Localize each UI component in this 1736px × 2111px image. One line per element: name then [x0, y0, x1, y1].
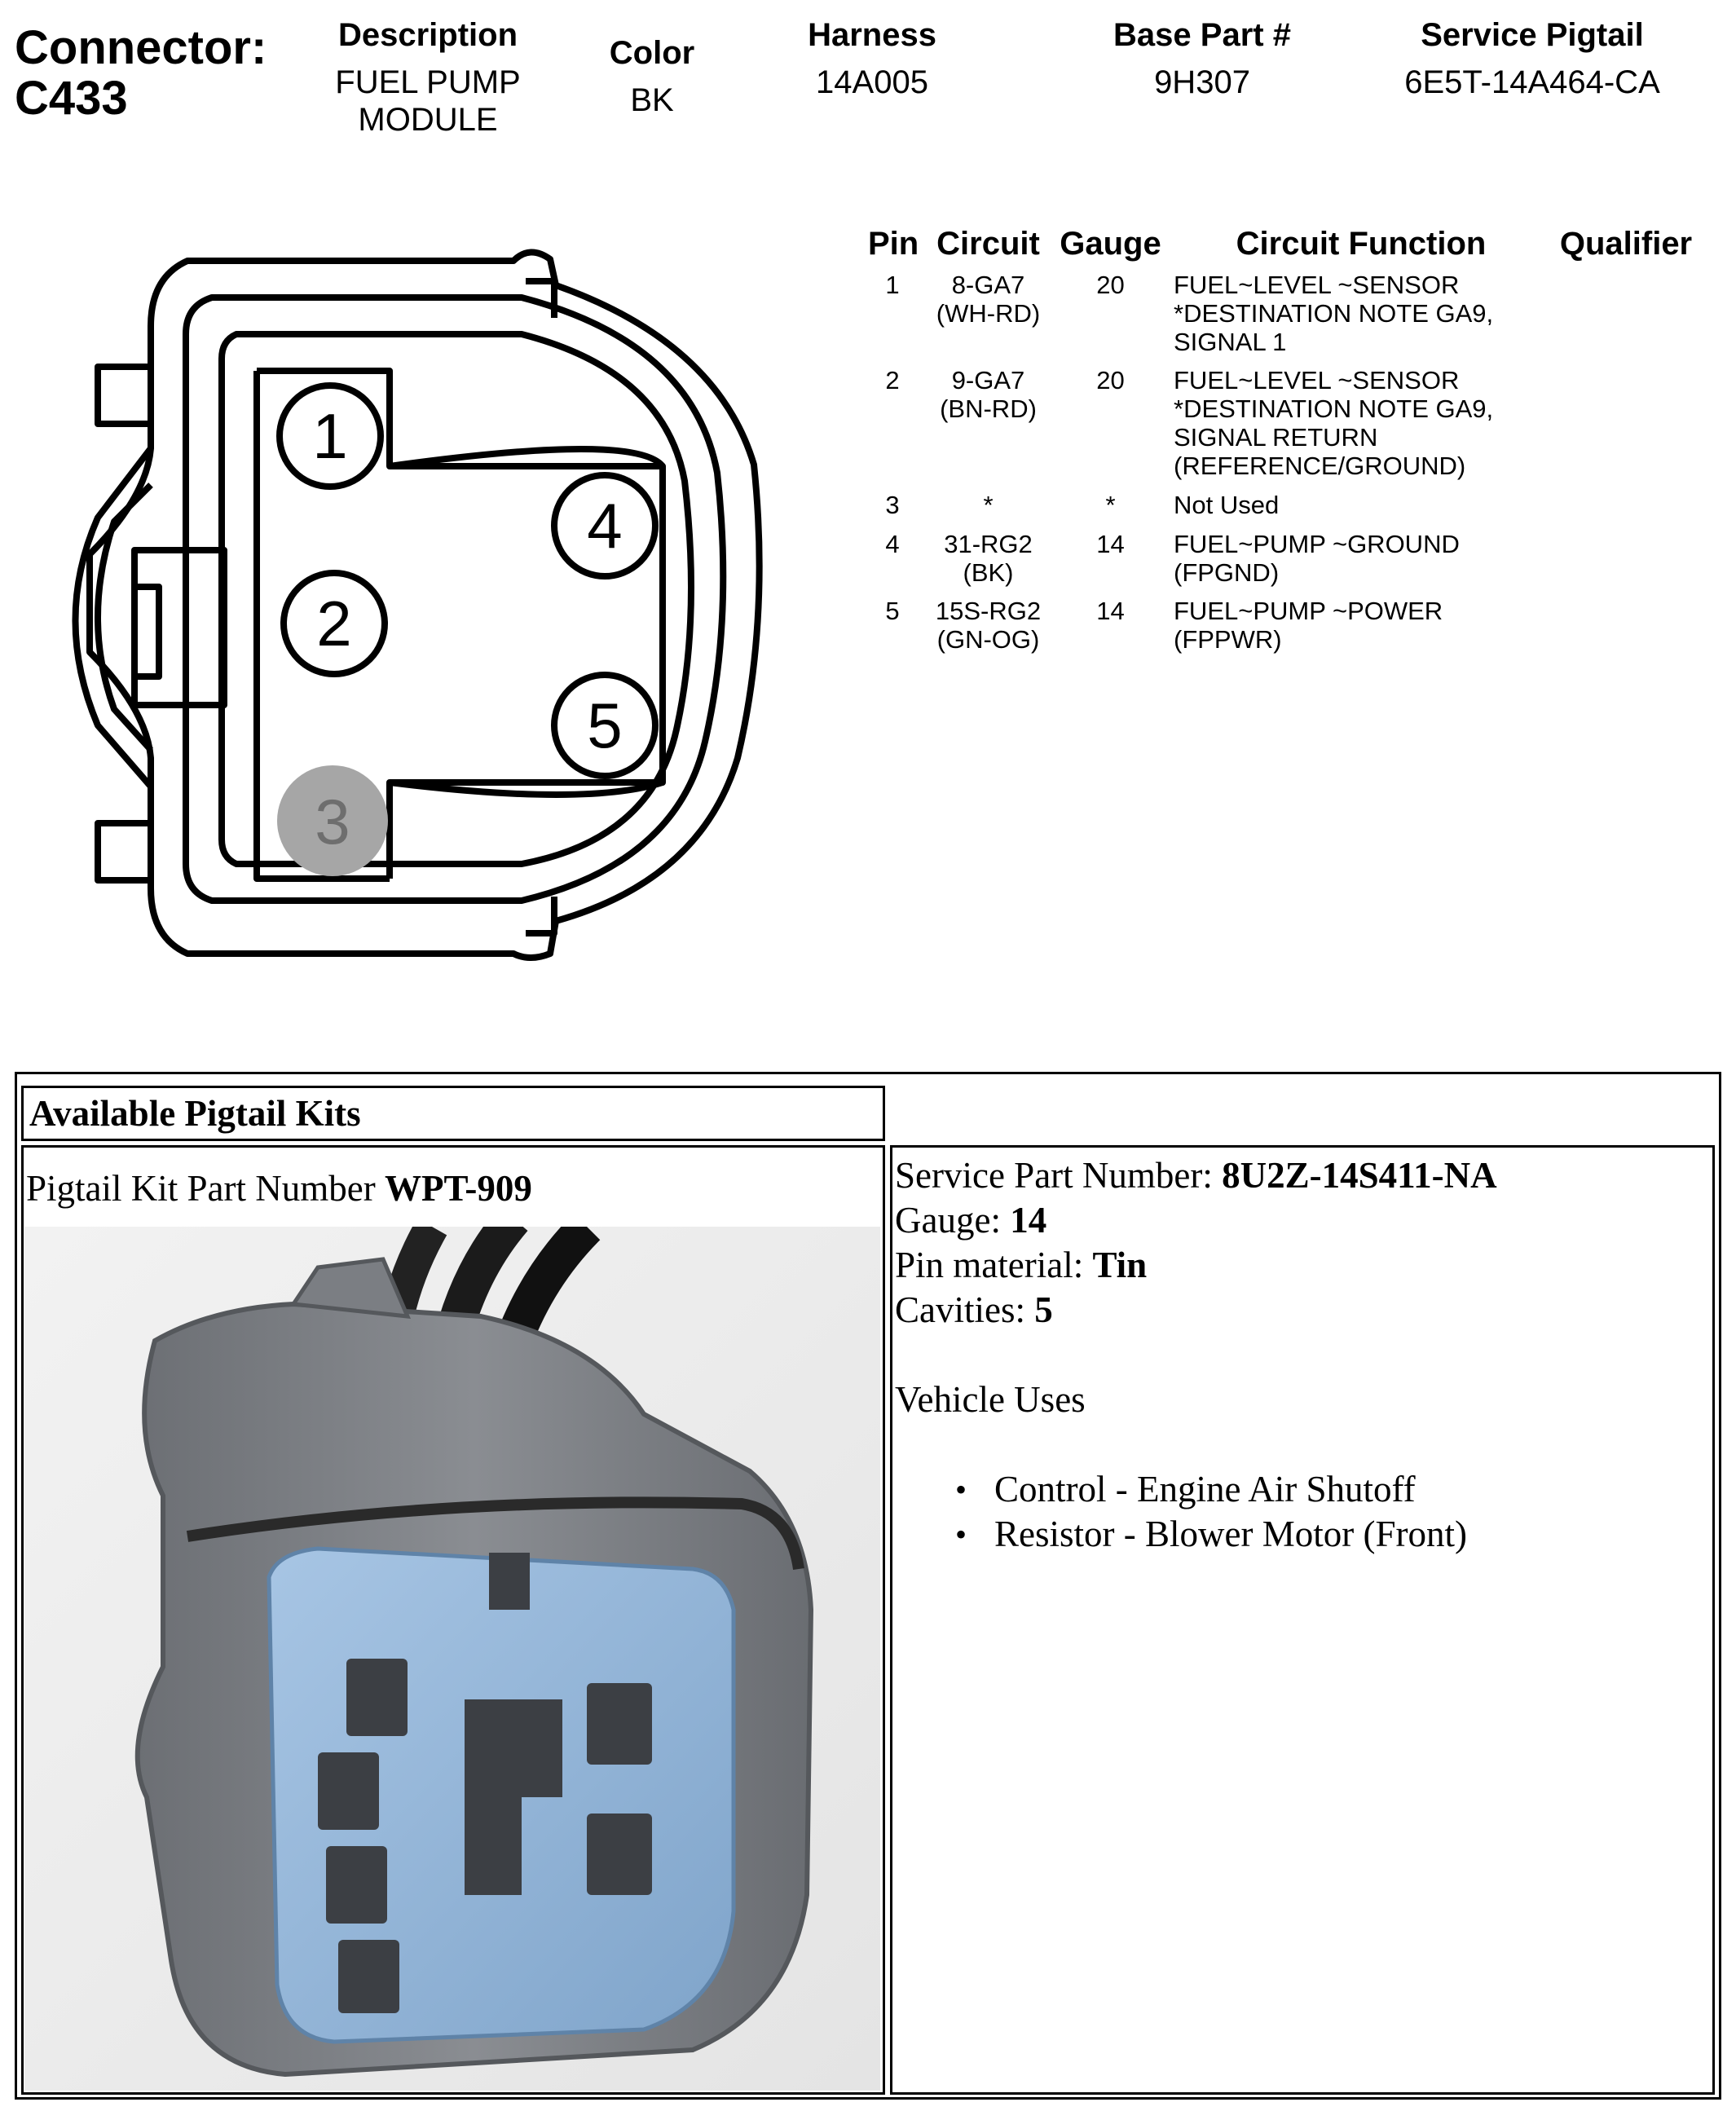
cavities-line — [895, 1288, 1053, 1333]
pin-table-row-2-gauge: 20 — [1096, 366, 1125, 394]
svg-text:1: 1 — [312, 400, 348, 472]
function-line: FUEL~PUMP ~POWER — [1174, 597, 1443, 625]
pin-table-row-4-circuit — [921, 530, 1055, 587]
pigtail-connector-photo — [24, 1227, 880, 2091]
pin-5 — [554, 675, 655, 776]
connector-label: Connector: — [15, 21, 267, 74]
svg-text:5: 5 — [587, 690, 623, 761]
pin-table-row-2-function — [1174, 366, 1679, 480]
vehicle-uses-list — [945, 1467, 1467, 1557]
harness-value: 14A005 — [816, 64, 928, 100]
cavities-label: Cavities: — [895, 1289, 1035, 1330]
description-value-line-1: FUEL PUMP — [335, 64, 521, 100]
pin-table-row-2-pin: 2 — [885, 366, 900, 394]
circuit-color: (WH-RD) — [936, 299, 1041, 328]
pigtail-kits-title: Available Pigtail Kits — [29, 1093, 361, 1134]
pin-1 — [280, 386, 381, 487]
kit-number: WPT-909 — [384, 1168, 532, 1209]
cavities-value: 5 — [1034, 1289, 1053, 1330]
description-value-line-2: MODULE — [358, 102, 498, 138]
pin-table-header-pin: Pin — [868, 226, 919, 262]
description-value — [318, 64, 538, 139]
pin-3-unused — [277, 765, 388, 876]
service-pigtail-value: 6E5T-14A464-CA — [1404, 64, 1660, 100]
function-line: *DESTINATION NOTE GA9, — [1174, 394, 1494, 423]
svg-text:4: 4 — [587, 490, 623, 562]
function-line: SIGNAL 1 — [1174, 328, 1287, 356]
circuit-id: 31-RG2 — [944, 530, 1033, 558]
pin-table-row-4-function — [1174, 530, 1679, 587]
pin-table-header-circuit-function: Circuit Function — [1236, 226, 1487, 262]
pin-material-label: Pin material: — [895, 1245, 1093, 1285]
svg-text:2: 2 — [316, 588, 352, 659]
connector-face-diagram — [0, 236, 782, 1011]
circuit-id: 9-GA7 — [951, 366, 1025, 394]
pin-table-row-1-function — [1174, 271, 1679, 356]
function-line: FUEL~LEVEL ~SENSOR — [1174, 271, 1460, 299]
connector-outline — [76, 252, 760, 958]
pin-table-row-5-gauge: 14 — [1096, 597, 1125, 625]
pin-2 — [284, 573, 385, 674]
list-item: • Control - Engine Air Shutoff — [945, 1467, 1467, 1512]
pin-material-value: Tin — [1092, 1245, 1148, 1285]
list-item: • Resistor - Blower Motor (Front) — [945, 1512, 1467, 1557]
pin-table-row-3-circuit: * — [983, 491, 994, 519]
svg-text:3: 3 — [315, 786, 350, 857]
circuit-color: (BN-RD) — [940, 394, 1037, 423]
circuit-id: 8-GA7 — [951, 271, 1025, 299]
pin-4 — [554, 475, 655, 576]
function-line: *DESTINATION NOTE GA9, — [1174, 299, 1494, 328]
pin-table-row-3-function: Not Used — [1174, 491, 1280, 519]
harness-label: Harness — [808, 17, 936, 53]
pigtail-kit-part-number — [26, 1167, 532, 1210]
function-line: FUEL~PUMP ~GROUND — [1174, 530, 1460, 558]
service-pigtail-column — [1377, 15, 1687, 101]
kit-label: Pigtail Kit Part Number — [26, 1168, 385, 1209]
pin-table-row-5-pin: 5 — [885, 597, 900, 625]
base-part-label: Base Part # — [1113, 17, 1291, 53]
circuit-color: (GN-OG) — [936, 625, 1040, 654]
gauge-line — [895, 1198, 1046, 1243]
pin-table-header-qualifier: Qualifier — [1559, 226, 1693, 262]
base-part-column — [1084, 15, 1320, 101]
function-line: FUEL~LEVEL ~SENSOR — [1174, 366, 1460, 394]
function-line: (REFERENCE/GROUND) — [1174, 452, 1466, 480]
color-column — [571, 33, 734, 119]
pin-table-row-3-pin: 3 — [885, 491, 900, 519]
description-label: Description — [337, 17, 518, 53]
gauge-value: 14 — [1010, 1200, 1047, 1241]
pin-table-header-gauge: Gauge — [1060, 226, 1161, 262]
pin-table-row-5-circuit — [921, 597, 1055, 654]
pin-table-row-4-gauge: 14 — [1096, 530, 1125, 558]
service-pigtail-label: Service Pigtail — [1421, 17, 1644, 53]
color-value: BK — [630, 82, 674, 118]
pin-table-row-1-pin: 1 — [885, 271, 900, 299]
connector-id: C433 — [15, 72, 128, 125]
service-part-number — [895, 1153, 1497, 1198]
function-line: (FPGND) — [1174, 558, 1280, 587]
pin-table-row-4-pin: 4 — [885, 530, 900, 558]
base-part-value: 9H307 — [1154, 64, 1250, 100]
pin-table-row-2-circuit — [921, 366, 1055, 423]
connector-title — [15, 23, 267, 124]
pin-material-line — [895, 1243, 1147, 1288]
circuit-color: (BK) — [963, 558, 1014, 587]
service-part-value: 8U2Z-14S411-NA — [1222, 1155, 1497, 1196]
pin-table-row-1-circuit — [921, 271, 1055, 328]
pin-table-header-circuit: Circuit — [936, 226, 1040, 262]
pin-table-row-1-gauge: 20 — [1096, 271, 1125, 299]
harness-column — [774, 15, 970, 101]
gauge-label: Gauge: — [895, 1200, 1011, 1241]
vehicle-uses-heading: Vehicle Uses — [895, 1379, 1086, 1420]
color-label: Color — [609, 35, 695, 71]
function-line: (FPPWR) — [1174, 625, 1282, 654]
circuit-id: 15S-RG2 — [935, 597, 1042, 625]
service-part-label: Service Part Number: — [895, 1155, 1223, 1196]
description-column — [318, 15, 538, 139]
pin-table-row-3-gauge: * — [1105, 491, 1116, 519]
pin-table-row-5-function — [1174, 597, 1679, 654]
function-line: SIGNAL RETURN — [1174, 423, 1378, 452]
